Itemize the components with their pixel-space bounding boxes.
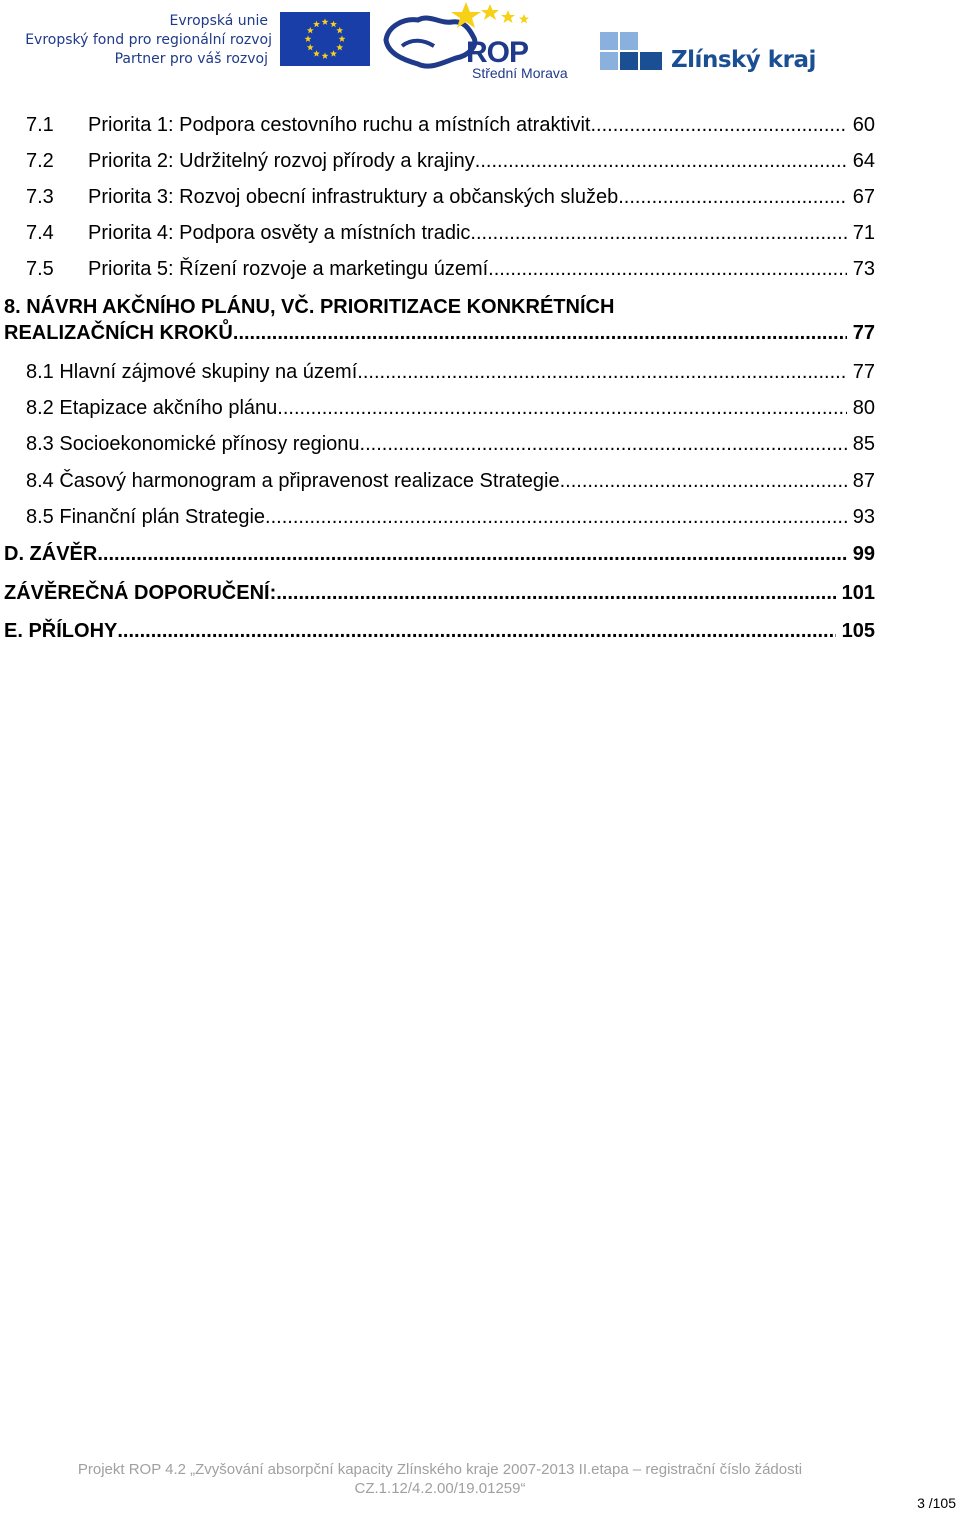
toc-entry[interactable] — [4, 581, 875, 605]
footer-line-2: CZ.1.12/4.2.00/19.01259“ — [354, 1480, 526, 1497]
toc-title: E. PŘÍLOHY — [4, 620, 118, 642]
toc-number: 7.5 — [26, 258, 54, 280]
eu-line-1: Evropská unie — [169, 13, 268, 29]
toc-leader — [233, 321, 847, 345]
page-header — [0, 0, 960, 90]
toc-title: 8.1 Hlavní zájmové skupiny na území — [26, 361, 358, 383]
toc-page: 101 — [841, 582, 875, 604]
toc-leader — [277, 396, 846, 420]
toc-page: 71 — [852, 222, 875, 244]
toc-entry[interactable] — [26, 469, 875, 493]
rop-title: ROP — [466, 36, 529, 69]
toc-leader — [618, 185, 847, 209]
eu-line-3: Partner pro váš rozvoj — [114, 51, 268, 67]
toc-number: 7.3 — [26, 186, 54, 208]
eu-flag-icon — [280, 12, 370, 66]
toc-title: 8.4 Časový harmonogram a připravenost realizace Strategie — [26, 470, 560, 492]
toc-number: 7.1 — [26, 114, 54, 136]
toc-page: 77 — [852, 322, 875, 344]
toc-title: Priorita 3: Rozvoj obecní infrastruktury a občanských služeb — [88, 186, 619, 208]
rop-subtitle: Střední Morava — [472, 65, 568, 81]
toc-leader — [475, 149, 847, 173]
toc-page: 73 — [852, 258, 875, 280]
toc-entry[interactable] — [26, 113, 875, 137]
toc-page: 77 — [852, 361, 875, 383]
toc-title: Priorita 2: Udržitelný rozvoj přírody a krajiny — [88, 150, 475, 172]
toc-page: 105 — [841, 620, 875, 642]
toc-leader — [97, 542, 846, 566]
toc-page: 60 — [852, 114, 875, 136]
toc-leader — [470, 221, 846, 245]
toc-entry[interactable] — [4, 619, 875, 643]
toc-entry[interactable] — [26, 360, 875, 384]
toc-entry[interactable] — [26, 185, 875, 209]
toc-title: Priorita 5: Řízení rozvoje a marketingu území — [88, 258, 489, 280]
toc-leader — [276, 581, 835, 605]
toc-title: D. ZÁVĚR — [4, 543, 98, 565]
toc-title: Priorita 1: Podpora cestovního ruchu a místních atraktivit — [88, 114, 591, 136]
toc-leader — [117, 619, 835, 643]
eu-line-2: Evropský fond pro regionální rozvoj — [25, 32, 272, 48]
eu-logo-text — [14, 12, 272, 69]
toc-page: 93 — [852, 506, 875, 528]
page-number: 3 /105 — [917, 1495, 956, 1511]
toc-page: 99 — [852, 543, 875, 565]
toc-title: Priorita 4: Podpora osvěty a místních tradic — [88, 222, 471, 244]
toc-title: REALIZAČNÍCH KROKŮ — [4, 322, 233, 344]
toc-entry[interactable] — [26, 257, 875, 281]
toc-title: 8.2 Etapizace akčního plánu — [26, 397, 278, 419]
toc-leader — [357, 360, 846, 384]
zlin-region-logo-icon — [600, 32, 668, 72]
toc-number: 7.2 — [26, 150, 54, 172]
toc-page: 85 — [852, 433, 875, 455]
toc-page: 80 — [852, 397, 875, 419]
toc-title: 8.5 Finanční plán Strategie — [26, 506, 266, 528]
toc-number: 7.4 — [26, 222, 54, 244]
toc-entry[interactable] — [26, 432, 875, 456]
region-name: Zlínský kraj — [671, 47, 816, 73]
toc-entry[interactable] — [4, 542, 875, 566]
toc-leader — [590, 113, 846, 137]
toc-page: 67 — [852, 186, 875, 208]
toc-leader — [560, 469, 847, 493]
toc-title: ZÁVĚREČNÁ DOPORUČENÍ: — [4, 582, 277, 604]
toc-leader — [360, 432, 847, 456]
toc-leader — [488, 257, 847, 281]
toc-entry[interactable] — [26, 505, 875, 529]
toc-leader — [265, 505, 847, 529]
page-footer — [0, 1460, 880, 1498]
footer-line-1: Projekt ROP 4.2 „Zvyšování absorpční kapacity Zlínského kraje 2007-2013 II.etapa – registrační číslo žádosti — [77, 1461, 803, 1478]
toc-entry[interactable] — [26, 396, 875, 420]
toc-entry[interactable] — [4, 321, 875, 345]
toc-section-title-line1[interactable]: 8. NÁVRH AKČNÍHO PLÁNU, VČ. PRIORITIZACE KONKRÉTNÍCH — [4, 296, 615, 318]
toc-title: 8.3 Socioekonomické přínosy regionu — [26, 433, 360, 455]
toc-entry[interactable] — [26, 149, 875, 173]
toc-page: 64 — [852, 150, 875, 172]
toc-entry[interactable] — [26, 221, 875, 245]
toc-page: 87 — [852, 470, 875, 492]
